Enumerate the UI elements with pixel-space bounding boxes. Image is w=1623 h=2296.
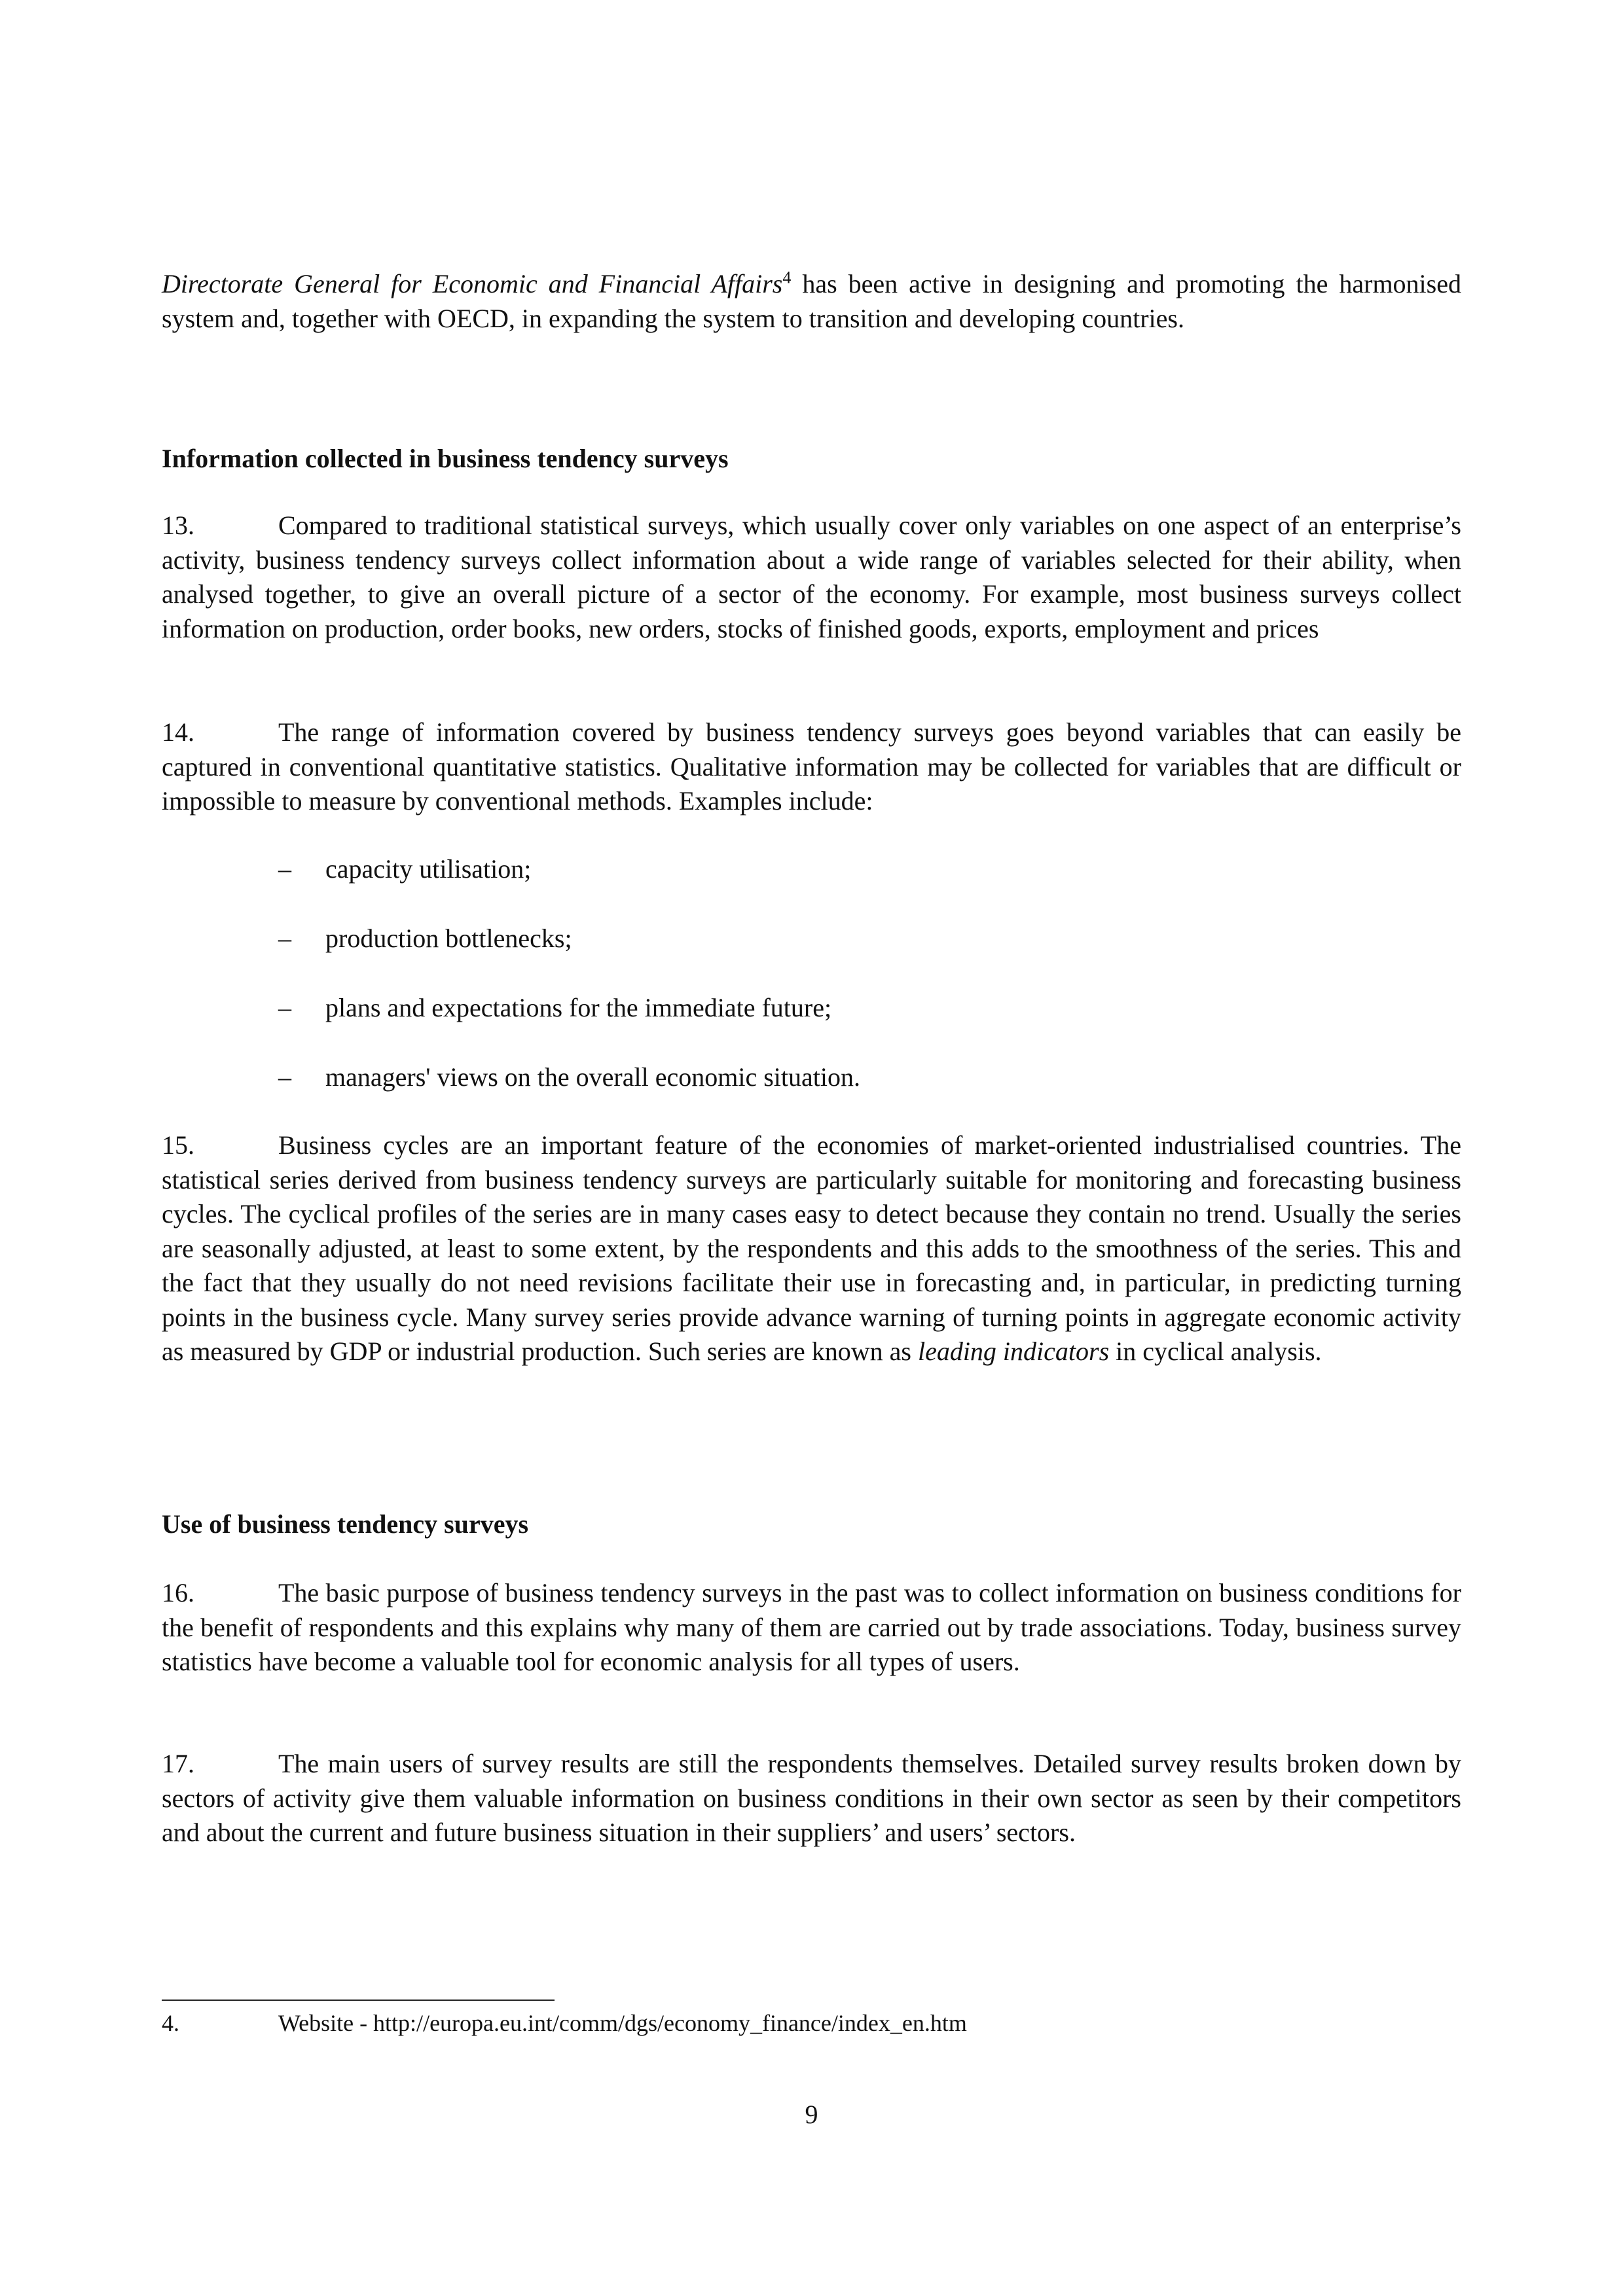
page-number: 9 bbox=[805, 2100, 818, 2129]
paragraph-number: 14. bbox=[162, 717, 194, 747]
paragraph-13 bbox=[162, 509, 1461, 646]
paragraph-number: 16. bbox=[162, 1578, 194, 1607]
paragraph-text-end: in cyclical analysis. bbox=[1109, 1336, 1322, 1366]
paragraph-number: 13. bbox=[162, 511, 194, 540]
dash-bullet: – bbox=[278, 1062, 291, 1092]
list-item-text: capacity utilisation; bbox=[325, 854, 532, 884]
paragraph-text: The basic purpose of business tendency surveys in the past was to collect information on business conditions for the benefit of respondents and this explains why many of them are carried out by trade associations. Today, business survey statistics have become a valuable tool for economic analysis for all types of users. bbox=[162, 1578, 1461, 1676]
directorate-name: Directorate General for Economic and Financial Affairs bbox=[162, 269, 783, 298]
footnote-number: 4. bbox=[162, 2010, 179, 2036]
footnote-link[interactable]: Website - http://europa.eu.int/comm/dgs/economy_finance/index_en.htm bbox=[278, 2010, 967, 2036]
paragraph-number: 15. bbox=[162, 1130, 194, 1160]
section-heading-information: Information collected in business tendency surveys bbox=[162, 444, 729, 473]
footnote bbox=[162, 2008, 967, 2038]
list-item-text: plans and expectations for the immediate future; bbox=[325, 993, 832, 1022]
section-heading-use: Use of business tendency surveys bbox=[162, 1509, 529, 1539]
intro-paragraph bbox=[162, 267, 1461, 336]
emphasis-leading-indicators: leading indicators bbox=[917, 1336, 1110, 1366]
footnote-reference[interactable]: 4 bbox=[782, 268, 792, 287]
intro-text: has been active in designing and promoting the harmonised system and, together with OECD, in expanding the system to transition and developing countries. bbox=[162, 269, 1461, 333]
paragraph-text: The range of information covered by business tendency surveys goes beyond variables that can easily be captured in conventional quantitative statistics. Qualitative information may be collected for variables that are difficult or impossible to measure by conventional methods. Examples include: bbox=[162, 717, 1461, 816]
list-item-text: managers' views on the overall economic situation. bbox=[325, 1062, 860, 1092]
dash-bullet: – bbox=[278, 854, 291, 884]
dash-bullet: – bbox=[278, 993, 291, 1022]
list-item bbox=[278, 991, 831, 1025]
list-item-text: production bottlenecks; bbox=[325, 924, 572, 953]
paragraph-16 bbox=[162, 1576, 1461, 1679]
list-item bbox=[278, 852, 531, 886]
list-item bbox=[278, 1060, 860, 1094]
list-item bbox=[278, 922, 572, 956]
paragraph-number: 17. bbox=[162, 1749, 194, 1778]
paragraph-17 bbox=[162, 1747, 1461, 1850]
dash-bullet: – bbox=[278, 924, 291, 953]
paragraph-text: Compared to traditional statistical surveys, which usually cover only variables on one aspect of an enterprise’s activity, business tendency surveys collect information about a wide range of variables selected for their ability, when analysed together, to give an overall picture of a sector of the economy. For example, most business surveys collect information on production, order books, new orders, stocks of finished goods, exports, employment and prices bbox=[162, 511, 1461, 643]
paragraph-15 bbox=[162, 1128, 1461, 1369]
paragraph-text: Business cycles are an important feature of the economies of market-oriented industrialised countries. The statistical series derived from business tendency surveys are particularly suitable for monitoring and forecasting business cycles. The cyclical profiles of the series are in many cases easy to detect because they contain no trend. Usually the series are seasonally adjusted, at least to some extent, by the respondents and this adds to the smoothness of the series. This and the fact that they usually do not need revisions facilitate their use in forecasting and, in particular, in predicting turning points in the business cycle. Many survey series provide advance warning of turning points in aggregate economic activity as measured by GDP or industrial production. Such series are known as bbox=[162, 1130, 1461, 1366]
paragraph-text: The main users of survey results are still the respondents themselves. Detailed survey results broken down by sectors of activity give them valuable information on business conditions in their own sector as seen by their competitors and about the current and future business situation in their suppliers’ and users’ sectors. bbox=[162, 1749, 1461, 1847]
footnote-divider bbox=[162, 2000, 555, 2001]
paragraph-14 bbox=[162, 715, 1461, 819]
